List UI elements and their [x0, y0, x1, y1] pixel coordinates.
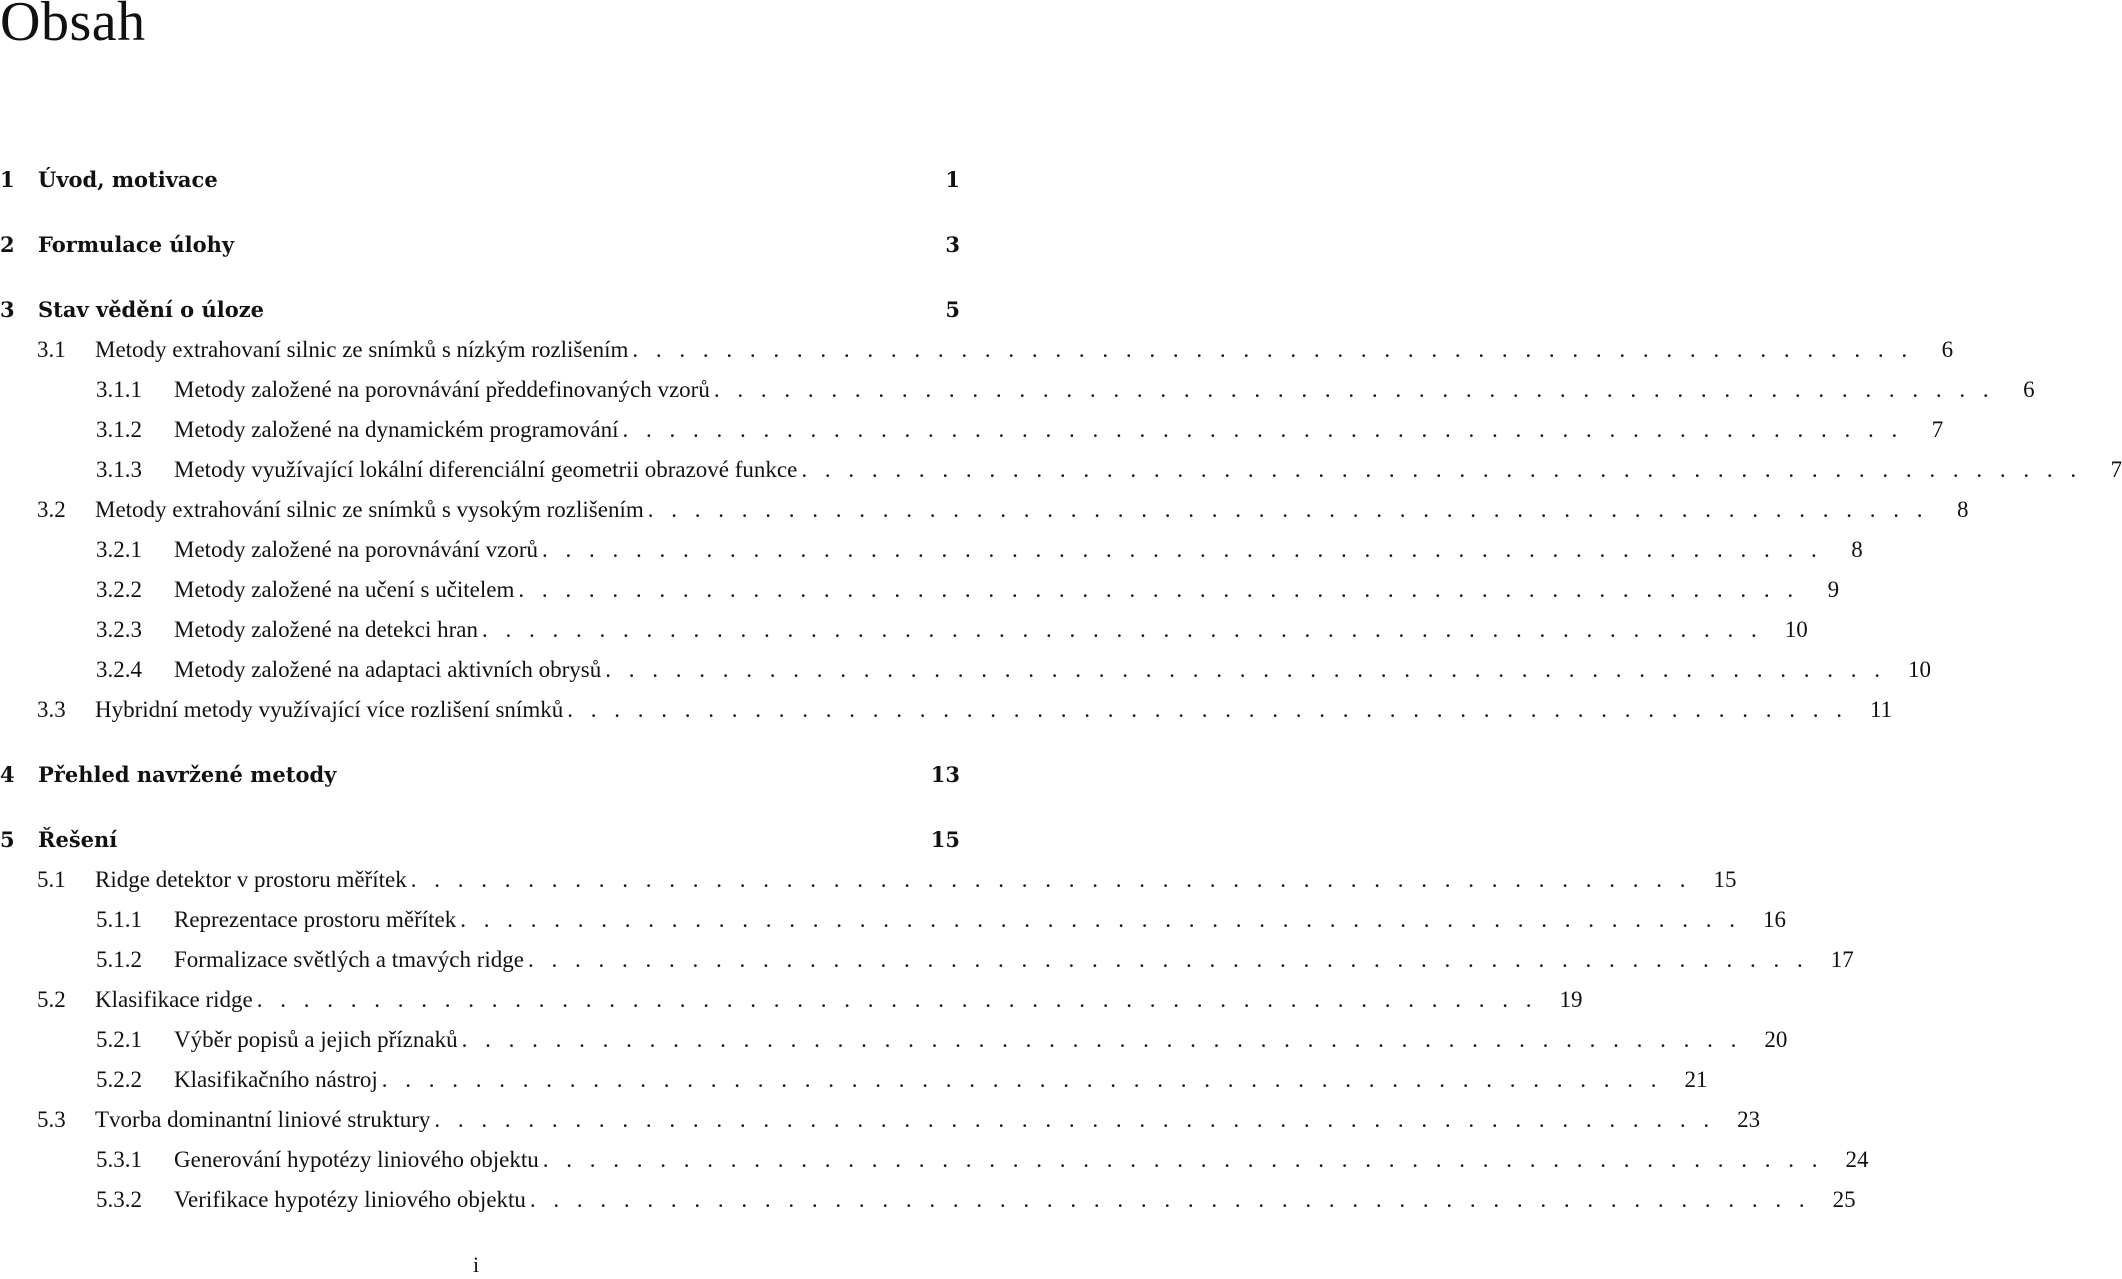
entry-page-number: 9: [1827, 577, 1840, 602]
chapter-entry[interactable]: [0, 165, 960, 195]
entry-title: Formulace úlohy: [38, 232, 235, 257]
subsection-entry[interactable]: [0, 1145, 1869, 1175]
entry-page-number: 8: [1851, 537, 1863, 562]
dot-leader: . . . . . . . . . . . . . . . . . . . . . . . . . . . . . . . . . . . . . . . . . . . . . . . . . . . . . . .: [527, 947, 1809, 972]
entry-title: Stav vědění o úloze: [38, 297, 265, 322]
section-entry[interactable]: [0, 335, 1954, 365]
entry-page-number: 11: [1869, 697, 1893, 722]
dot-leader: . . . . . . . . . . . . . . . . . . . . . . . . . . . . . . . . . . . . . . . . . . . . . . . . . . . . . . .: [647, 497, 1929, 522]
dot-leader: . . . . . . . . . . . . . . . . . . . . . . . . . . . . . . . . . . . . . . . . . . . . . . . . . . . . . . .: [801, 457, 2083, 482]
subsection-entry[interactable]: [0, 945, 1854, 975]
entry-title: Úvod, motivace: [38, 167, 218, 192]
entry-page-number: 15: [1713, 867, 1737, 892]
entry-page-number: 1: [945, 167, 960, 192]
dot-leader: . . . . . . . . . . . . . . . . . . . . . . . . . . . . . . . . . . . . . . . . . . . . . . . . . . . . . . .: [542, 1147, 1824, 1172]
dot-leader: . . . . . . . . . . . . . . . . . . . . . . . . . . . . . . . . . . . . . . . . . . . . . . . . . . . . . . .: [542, 537, 1823, 562]
entry-page-number: 6: [2023, 377, 2035, 402]
entry-number: 5.1: [37, 867, 66, 892]
entry-title: Ridge detektor v prostoru měřítek: [95, 867, 407, 892]
entry-page-number: 16: [1763, 907, 1787, 932]
entry-number: 3.1.2: [96, 417, 142, 442]
entry-number: 5.2.1: [96, 1027, 142, 1052]
subsection-entry[interactable]: [0, 655, 1932, 685]
entry-number: 3.3: [37, 697, 66, 722]
chapter-entry[interactable]: [0, 230, 960, 260]
entry-page-number: 19: [1559, 987, 1583, 1012]
entry-number: 3.2.3: [96, 617, 142, 642]
entry-number: 3.2.2: [96, 577, 142, 602]
entry-number: 5.3.1: [96, 1147, 142, 1172]
entry-page-number: 10: [1784, 617, 1808, 642]
subsection-entry[interactable]: [0, 905, 1787, 935]
subsection-entry[interactable]: [0, 1025, 1788, 1055]
entry-title: Metody založené na porovnávání vzorů: [174, 537, 539, 562]
entry-page-number: 6: [1941, 337, 1954, 362]
chapter-entry[interactable]: [0, 295, 960, 325]
dot-leader: . . . . . . . . . . . . . . . . . . . . . . . . . . . . . . . . . . . . . . . . . . . . . . . . . . . . . . .: [713, 377, 1995, 402]
dot-leader: . . . . . . . . . . . . . . . . . . . . . . . . . . . . . . . . . . . . . . . . . . . . . . . . . . . . . . .: [481, 617, 1763, 642]
entry-number: 4: [0, 762, 15, 787]
entry-title: Metody založené na detekci hran: [174, 617, 478, 642]
entry-title: Metody založené na učení s učitelem: [174, 577, 515, 602]
entry-page-number: 7: [1931, 417, 1944, 442]
dot-leader: . . . . . . . . . . . . . . . . . . . . . . . . . . . . . . . . . . . . . . . . . . . . . . . . . . . . . . .: [622, 417, 1904, 442]
entry-number: 5: [0, 827, 15, 852]
entry-page-number: 7: [2110, 457, 2122, 482]
entry-number: 5.2.2: [96, 1067, 142, 1092]
entry-title: Výběr popisů a jejich příznaků: [174, 1027, 458, 1052]
subsection-entry[interactable]: [0, 575, 1840, 605]
dot-leader: . . . . . . . . . . . . . . . . . . . . . . . . . . . . . . . . . . . . . . . . . . . . . . . . . . . . . . .: [529, 1187, 1811, 1212]
section-entry[interactable]: [0, 495, 1969, 525]
dot-leader: . . . . . . . . . . . . . . . . . . . . . . . . . . . . . . . . . . . . . . . . . . . . . . . . . . . . . . .: [256, 987, 1538, 1012]
entry-page-number: 8: [1956, 497, 1969, 522]
entry-number: 3.2.4: [96, 657, 142, 682]
entry-title: Řešení: [38, 827, 118, 852]
entry-number: 5.3: [37, 1107, 66, 1132]
dot-leader: . . . . . . . . . . . . . . . . . . . . . . . . . . . . . . . . . . . . . . . . . . . . . . . . . . . . . . .: [460, 907, 1742, 932]
dot-leader: . . . . . . . . . . . . . . . . . . . . . . . . . . . . . . . . . . . . . . . . . . . . . . . . . . . . . . .: [381, 1067, 1663, 1092]
entry-title: Hybridní metody využívající více rozlišení snímků: [95, 697, 564, 722]
entry-number: 5.1.1: [96, 907, 142, 932]
entry-page-number: 24: [1845, 1147, 1869, 1172]
subsection-entry[interactable]: [0, 415, 1944, 445]
entry-number: 2: [0, 232, 15, 257]
chapter-entry[interactable]: [0, 825, 960, 855]
entry-page-number: 10: [1908, 657, 1932, 682]
dot-leader: . . . . . . . . . . . . . . . . . . . . . . . . . . . . . . . . . . . . . . . . . . . . . . . . . . . . . . .: [434, 1107, 1716, 1132]
entry-page-number: 3: [945, 232, 960, 257]
entry-number: 3: [0, 297, 15, 322]
subsection-entry[interactable]: [0, 615, 1808, 645]
dot-leader: . . . . . . . . . . . . . . . . . . . . . . . . . . . . . . . . . . . . . . . . . . . . . . . . . . . . . . .: [518, 577, 1800, 602]
entry-page-number: 20: [1764, 1027, 1788, 1052]
entry-title: Klasifikačního nástroj: [174, 1067, 378, 1092]
entry-number: 5.2: [37, 987, 66, 1012]
entry-title: Verifikace hypotézy liniového objektu: [174, 1187, 526, 1212]
entry-title: Reprezentace prostoru měřítek: [174, 907, 457, 932]
entry-title: Přehled navržené metody: [38, 762, 337, 787]
section-entry[interactable]: [0, 695, 1893, 725]
entry-page-number: 15: [930, 827, 960, 852]
entry-number: 3.1: [37, 337, 66, 362]
entry-page-number: 25: [1832, 1187, 1856, 1212]
entry-title: Metody založené na porovnávání předdefinovaných vzorů: [174, 377, 710, 402]
subsection-entry[interactable]: [0, 455, 2122, 485]
dot-leader: . . . . . . . . . . . . . . . . . . . . . . . . . . . . . . . . . . . . . . . . . . . . . . . . . . . . . . .: [632, 337, 1914, 362]
entry-title: Metody založené na dynamickém programování: [174, 417, 619, 442]
section-entry[interactable]: [0, 1105, 1761, 1135]
dot-leader: . . . . . . . . . . . . . . . . . . . . . . . . . . . . . . . . . . . . . . . . . . . . . . . . . . . . . . .: [567, 697, 1848, 722]
entry-number: 3.1.3: [96, 457, 142, 482]
entry-number: 3.2.1: [96, 537, 142, 562]
entry-page-number: 13: [930, 762, 960, 787]
page-number: i: [473, 1252, 480, 1277]
entry-page-number: 23: [1737, 1107, 1761, 1132]
entry-title: Metody extrahování silnic ze snímků s vysokým rozlišením: [95, 497, 644, 522]
chapter-entry[interactable]: [0, 760, 960, 790]
section-entry[interactable]: [0, 865, 1737, 895]
entry-title: Metody využívající lokální diferenciální geometrii obrazové funkce: [174, 457, 798, 482]
subsection-entry[interactable]: [0, 1185, 1856, 1215]
entry-page-number: 21: [1684, 1067, 1708, 1092]
entry-number: 5.3.2: [96, 1187, 142, 1212]
entry-title: Formalizace světlých a tmavých ridge: [174, 947, 524, 972]
dot-leader: . . . . . . . . . . . . . . . . . . . . . . . . . . . . . . . . . . . . . . . . . . . . . . . . . . . . . . .: [605, 657, 1887, 682]
page-title: Obsah: [0, 0, 146, 53]
entry-number: 3.2: [37, 497, 66, 522]
dot-leader: . . . . . . . . . . . . . . . . . . . . . . . . . . . . . . . . . . . . . . . . . . . . . . . . . . . . . . .: [461, 1027, 1743, 1052]
entry-number: 5.1.2: [96, 947, 142, 972]
entry-title: Tvorba dominantní liniové struktury: [95, 1107, 431, 1132]
section-entry[interactable]: [0, 985, 1583, 1015]
subsection-entry[interactable]: [0, 375, 2035, 405]
entry-number: 3.1.1: [96, 377, 142, 402]
entry-title: Metody založené na adaptaci aktivních obrysů: [174, 657, 602, 682]
entry-title: Metody extrahovaní silnic ze snímků s nízkým rozlišením: [95, 337, 629, 362]
entry-title: Klasifikace ridge: [95, 987, 253, 1012]
entry-page-number: 5: [945, 297, 960, 322]
entry-page-number: 17: [1830, 947, 1854, 972]
subsection-entry[interactable]: [0, 535, 1863, 565]
entry-title: Generování hypotézy liniového objektu: [174, 1147, 539, 1172]
entry-number: 1: [0, 167, 15, 192]
subsection-entry[interactable]: [0, 1065, 1708, 1095]
dot-leader: . . . . . . . . . . . . . . . . . . . . . . . . . . . . . . . . . . . . . . . . . . . . . . . . . . . . . . .: [410, 867, 1692, 892]
